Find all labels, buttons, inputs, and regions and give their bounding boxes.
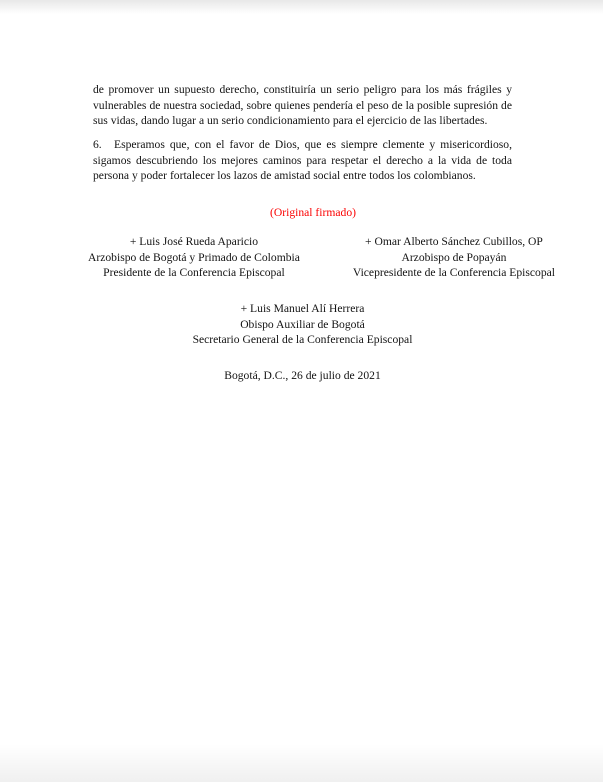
signatory-name: + Omar Alberto Sánchez Cubillos, OP <box>365 235 543 248</box>
dateline: Bogotá, D.C., 26 de julio de 2021 <box>224 369 381 382</box>
signatory-title: Obispo Auxiliar de Bogotá <box>240 317 365 331</box>
page-top-edge <box>0 0 603 14</box>
signature-right <box>353 234 555 281</box>
body-paragraph-1 <box>93 82 512 129</box>
paragraph-line: persona y poder fortalecer los lazos de amistad social entre todos los colombianos. <box>93 169 476 182</box>
body-paragraph-2 <box>93 137 512 184</box>
signature-center <box>93 301 512 348</box>
paragraph-line: sus vidas, dando lugar a un serio condicionamiento para el ejercicio de las libertades. <box>93 114 488 127</box>
paragraph-line-text: Esperamos que, con el favor de Dios, que es siempre clemente y misericordioso, <box>114 138 512 151</box>
paragraph-line: vulnerables de nuestra sociedad, sobre quienes pendería el peso de la posible supresión de <box>93 98 512 112</box>
paragraph-line <box>93 137 512 153</box>
signatory-role: Secretario General de la Conferencia Episcopal <box>192 333 413 346</box>
signatory-title: Arzobispo de Bogotá y Primado de Colombia <box>88 250 300 264</box>
signatory-name: + Luis José Rueda Aparicio <box>129 235 259 248</box>
page-bottom-edge <box>0 744 603 782</box>
signature-row <box>88 234 555 281</box>
signed-note: (Original firmado) <box>270 206 356 219</box>
paragraph-number: 6. <box>93 138 102 151</box>
signatory-role: Presidente de la Conferencia Episcopal <box>103 266 285 279</box>
signatory-name: + Luis Manuel Alí Herrera <box>240 302 365 315</box>
signatory-title: Arzobispo de Popayán <box>401 250 507 264</box>
paragraph-line: sigamos descubriendo los mejores caminos para respetar el derecho a la vida de toda <box>93 153 512 167</box>
signature-left <box>88 234 300 281</box>
signatory-role: Vicepresidente de la Conferencia Episcopal <box>352 266 555 279</box>
paragraph-line: de promover un supuesto derecho, constituiría un serio peligro para los más frágiles y <box>93 83 512 96</box>
